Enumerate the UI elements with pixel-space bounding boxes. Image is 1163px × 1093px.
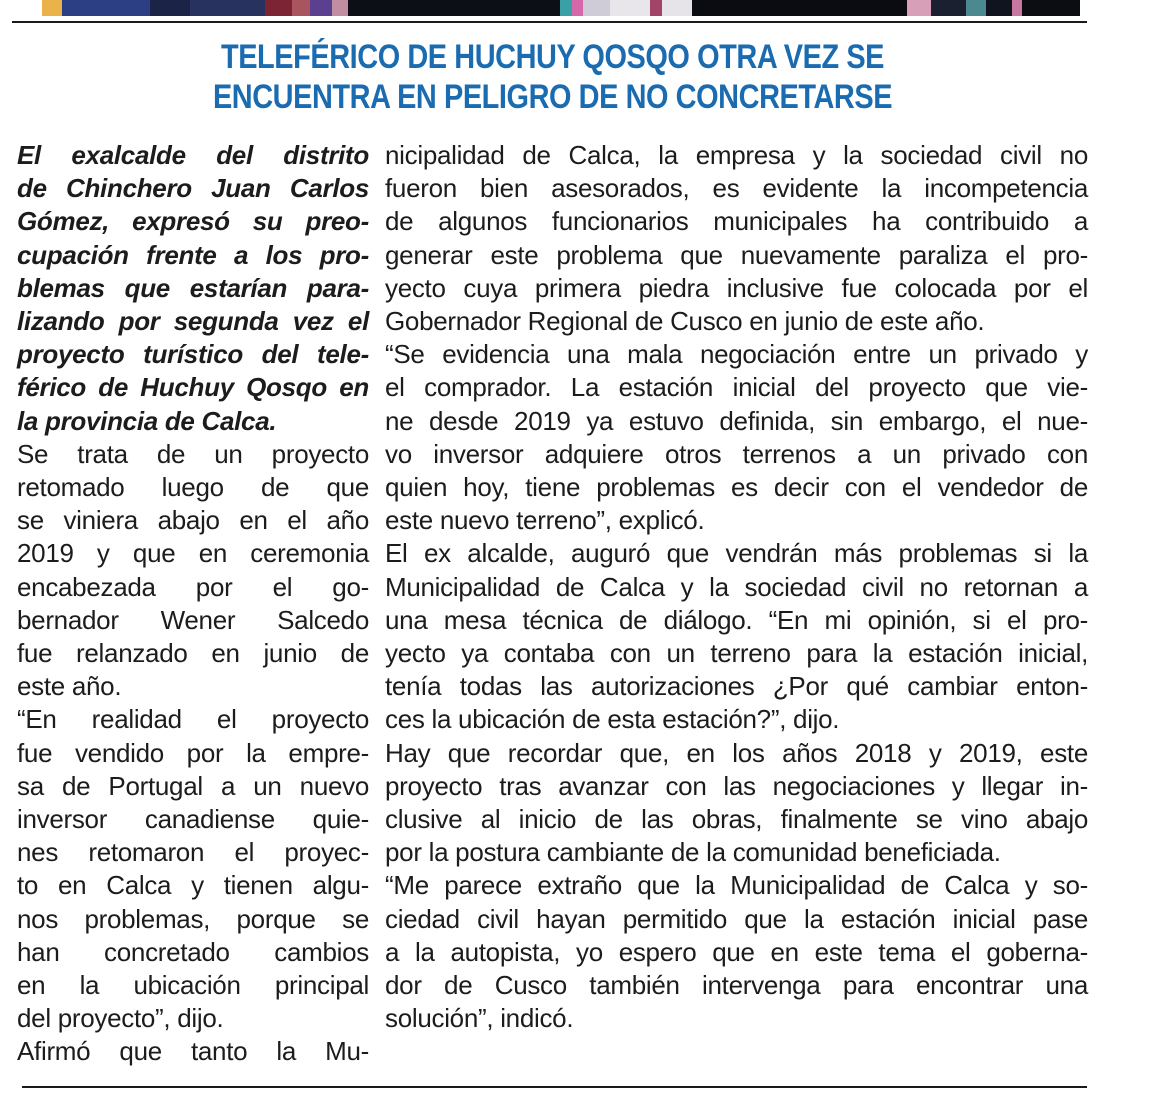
body-line: se viniera abajo en el año <box>17 505 369 536</box>
body-line: de algunos funcionarios municipales ha contribuido a <box>385 206 1088 237</box>
lede-line: El exalcalde del distrito <box>17 140 369 170</box>
body-line: generar este problema que nuevamente paraliza el pro- <box>385 239 1088 270</box>
body-line: 2019 y que en ceremonia <box>17 538 369 569</box>
body-line: nes retomaron el proyec- <box>17 837 369 868</box>
body-line: “En realidad el proyecto <box>17 704 369 735</box>
body-line: “Se evidencia una mala negociación entre un privado y <box>385 339 1088 370</box>
body-line: nicipalidad de Calca, la empresa y la sociedad civil no <box>385 140 1088 170</box>
body-line: dor de Cusco también intervenga para encontrar una <box>385 970 1088 1001</box>
lede-line: la provincia de Calca. <box>17 405 277 436</box>
body-line: por la postura cambiante de la comunidad beneficiada. <box>385 837 1001 868</box>
body-line: este nuevo terreno”, explicó. <box>385 505 705 536</box>
lede-line: Gómez, expresó su preo- <box>17 206 369 237</box>
lede-line: férico de Huchuy Qosqo en <box>17 372 369 403</box>
body-line: quien hoy, tiene problemas es decir con el vendedor de <box>385 472 1088 503</box>
body-line: fueron bien asesorados, es evidente la incompetencia <box>385 173 1088 204</box>
body-line: este año. <box>17 671 122 702</box>
body-line: encabezada por el go- <box>17 571 369 602</box>
body-line: ces la ubicación de esta estación?”, dijo. <box>385 704 840 735</box>
article-title-line-1: TELEFÉRICO DE HUCHUY QOSQO OTRA VEZ SE <box>220 38 885 76</box>
article-body <box>17 139 1088 1069</box>
body-line: yecto ya contaba con un terreno para la estación inicial, <box>385 638 1088 669</box>
top-divider <box>12 21 1087 23</box>
article-column-left <box>17 139 369 1069</box>
lede-line: cupación frente a los pro- <box>17 239 369 270</box>
lede-line: de Chinchero Juan Carlos <box>17 173 369 204</box>
article-column-right <box>385 139 1088 1069</box>
article-title <box>17 37 1088 117</box>
body-line: ciedad civil hayan permitido que la estación inicial pase <box>385 903 1088 934</box>
body-line: El ex alcalde, auguró que vendrán más problemas si la <box>385 538 1088 569</box>
body-line: bernador Wener Salcedo <box>17 604 369 635</box>
lede-line: lizando por segunda vez el <box>17 306 369 337</box>
body-line: vo inversor adquiere otros terrenos a un privado con <box>385 438 1088 469</box>
body-line: ne desde 2019 ya estuvo definida, sin embargo, el nue- <box>385 405 1088 436</box>
body-line: una mesa técnica de diálogo. “En mi opinión, si el pro- <box>385 604 1088 635</box>
lede-line: proyecto turístico del tele- <box>17 339 369 370</box>
body-line: proyecto tras avanzar con las negociaciones y llegar in- <box>385 770 1088 801</box>
body-line: tenía todas las autorizaciones ¿Por qué cambiar enton- <box>385 671 1088 702</box>
body-line: to en Calca y tienen algu- <box>17 870 369 901</box>
body-line: “Me parece extraño que la Municipalidad de Calca y so- <box>385 870 1088 901</box>
body-line: yecto cuya primera piedra inclusive fue colocada por el <box>385 272 1088 303</box>
body-line: solución”, indicó. <box>385 1003 574 1034</box>
body-line: en la ubicación principal <box>17 970 369 1001</box>
lede-line: blemas que estarían para- <box>17 272 369 303</box>
body-line: Se trata de un proyecto <box>17 438 369 469</box>
article-title-line-2: ENCUENTRA EN PELIGRO DE NO CONCRETARSE <box>212 78 893 116</box>
body-line: inversor canadiense quie- <box>17 804 369 835</box>
body-line: Afirmó que tanto la Mu- <box>17 1036 369 1067</box>
body-line: Gobernador Regional de Cusco en junio de este año. <box>385 306 985 337</box>
bottom-divider <box>22 1086 1087 1088</box>
body-line: Hay que recordar que, en los años 2018 y 2019, este <box>385 737 1088 768</box>
body-line: a la autopista, yo espero que en este tema el goberna- <box>385 936 1088 967</box>
body-line: clusive al inicio de las obras, finalmente se vino abajo <box>385 804 1088 835</box>
body-line: el comprador. La estación inicial del proyecto que vie- <box>385 372 1088 403</box>
body-line: del proyecto”, dijo. <box>17 1003 224 1034</box>
body-line: Municipalidad de Calca y la sociedad civil no retornan a <box>385 571 1088 602</box>
body-line: han concretado cambios <box>17 936 369 967</box>
body-line: fue vendido por la empre- <box>17 737 369 768</box>
body-line: retomado luego de que <box>17 472 369 503</box>
body-line: nos problemas, porque se <box>17 903 369 934</box>
body-line: sa de Portugal a un nuevo <box>17 770 369 801</box>
body-line: fue relanzado en junio de <box>17 638 369 669</box>
cropped-photo-strip <box>42 0 1080 16</box>
